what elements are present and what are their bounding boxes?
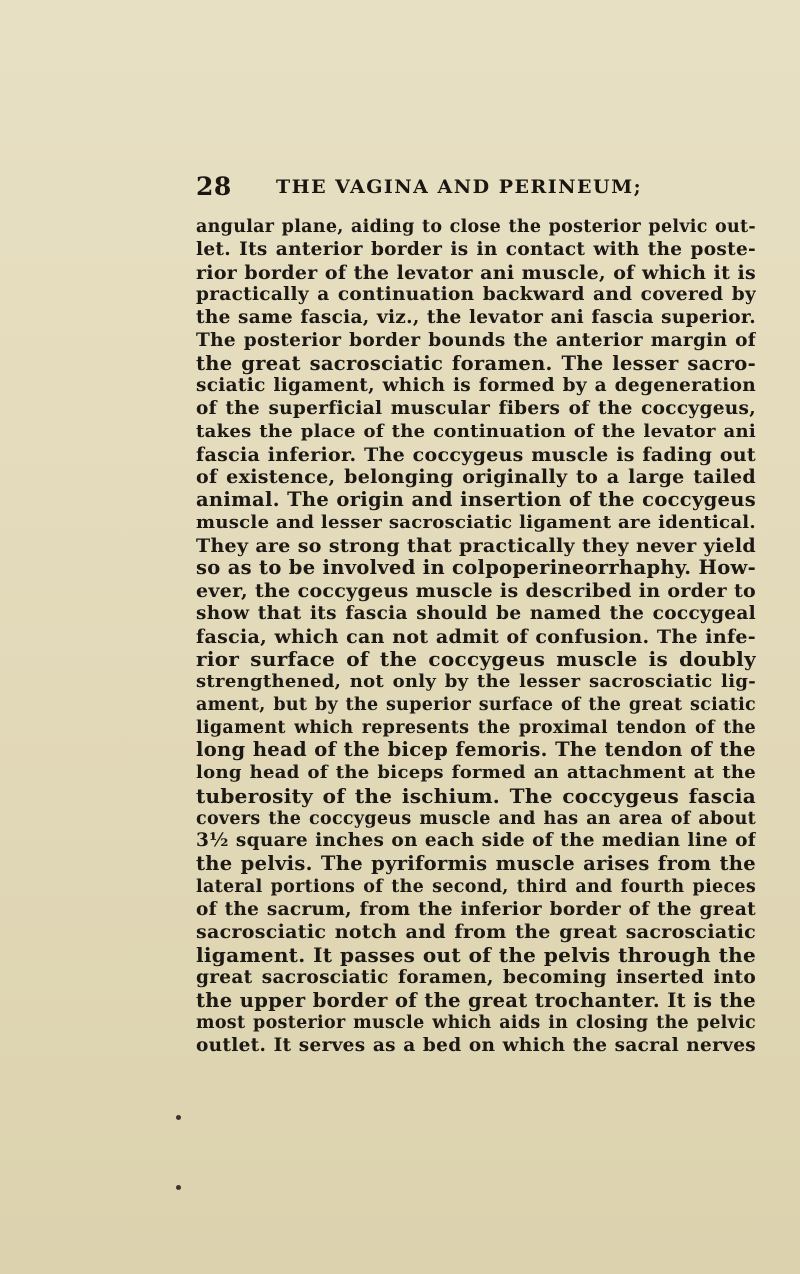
text-line: angular plane, aiding to close the posterior pelvic out-: [196, 217, 756, 237]
text-line: the pelvis. The pyriformis muscle arises from the: [196, 853, 756, 875]
text-line: covers the coccygeus muscle and has an area of about: [196, 808, 756, 829]
text-line: of the superficial muscular fibers of the coccygeus,: [196, 398, 756, 419]
text-line: ligament which represents the proximal tendon of the: [196, 717, 756, 738]
text-line: long head of the bicep femoris. The tendon of the: [196, 739, 756, 762]
text-line: takes the place of the continuation of the levator ani: [196, 420, 756, 442]
text-line: ever, the coccygeus muscle is described in order to: [196, 580, 756, 602]
text-line: practically a continuation backward and covered by: [196, 284, 756, 306]
text-line: rior border of the levator ani muscle, of which it is: [196, 261, 756, 284]
margin-speck: [176, 1115, 181, 1120]
text-line: the great sacrosciatic foramen. The lesser sacro-: [196, 352, 756, 375]
text-line: ament, but by the superior surface of the great sciatic: [196, 694, 756, 715]
text-line: They are so strong that practically they never yield: [196, 534, 756, 557]
text-line: tuberosity of the ischium. The coccygeus fascia: [196, 784, 756, 808]
text-line: show that its fascia should be named the coccygeal: [196, 602, 756, 624]
text-line: most posterior muscle which aids in closing the pelvic: [196, 1013, 756, 1034]
text-line: fascia inferior. The coccygeus muscle is fading out: [196, 443, 756, 466]
text-line: ligament. It passes out of the pelvis through the: [196, 944, 756, 967]
body-text: [196, 216, 756, 1058]
text-line: of existence, belonging originally to a large tailed: [196, 466, 756, 489]
text-line: the upper border of the great trochanter. It is the: [196, 989, 756, 1012]
page-header: [196, 172, 776, 204]
running-head: THE VAGINA AND PERINEUM;: [276, 176, 643, 198]
text-line: let. Its anterior border is in contact with the poste-: [196, 238, 756, 260]
text-line: rior surface of the coccygeus muscle is doubly: [196, 648, 756, 671]
text-line: so as to be involved in colpoperineorrhaphy. How-: [196, 557, 756, 580]
text-line: great sacrosciatic foramen, becoming inserted into: [196, 966, 756, 988]
text-line: of the sacrum, from the inferior border of the great: [196, 898, 756, 920]
margin-speck: [176, 1185, 181, 1190]
text-line: muscle and lesser sacrosciatic ligament are identical.: [196, 511, 756, 533]
text-line: the same fascia, viz., the levator ani fascia superior.: [196, 307, 756, 328]
text-line: fascia, which can not admit of confusion. The infe-: [196, 625, 756, 648]
text-line: 3½ square inches on each side of the median line of: [196, 830, 756, 852]
page-number: 28: [196, 172, 232, 201]
text-line: outlet. It serves as a bed on which the sacral nerves: [196, 1035, 756, 1056]
text-line: sacrosciatic notch and from the great sacrosciatic: [196, 921, 756, 944]
text-line: sciatic ligament, which is formed by a degeneration: [196, 375, 756, 397]
text-line: strengthened, not only by the lesser sacrosciatic lig-: [196, 671, 756, 692]
text-line: lateral portions of the second, third and fourth pieces: [196, 876, 756, 897]
text-line: The posterior border bounds the anterior margin of: [196, 329, 756, 351]
text-line: long head of the biceps formed an attachment at the: [196, 762, 756, 783]
text-line: animal. The origin and insertion of the coccygeus: [196, 489, 756, 511]
